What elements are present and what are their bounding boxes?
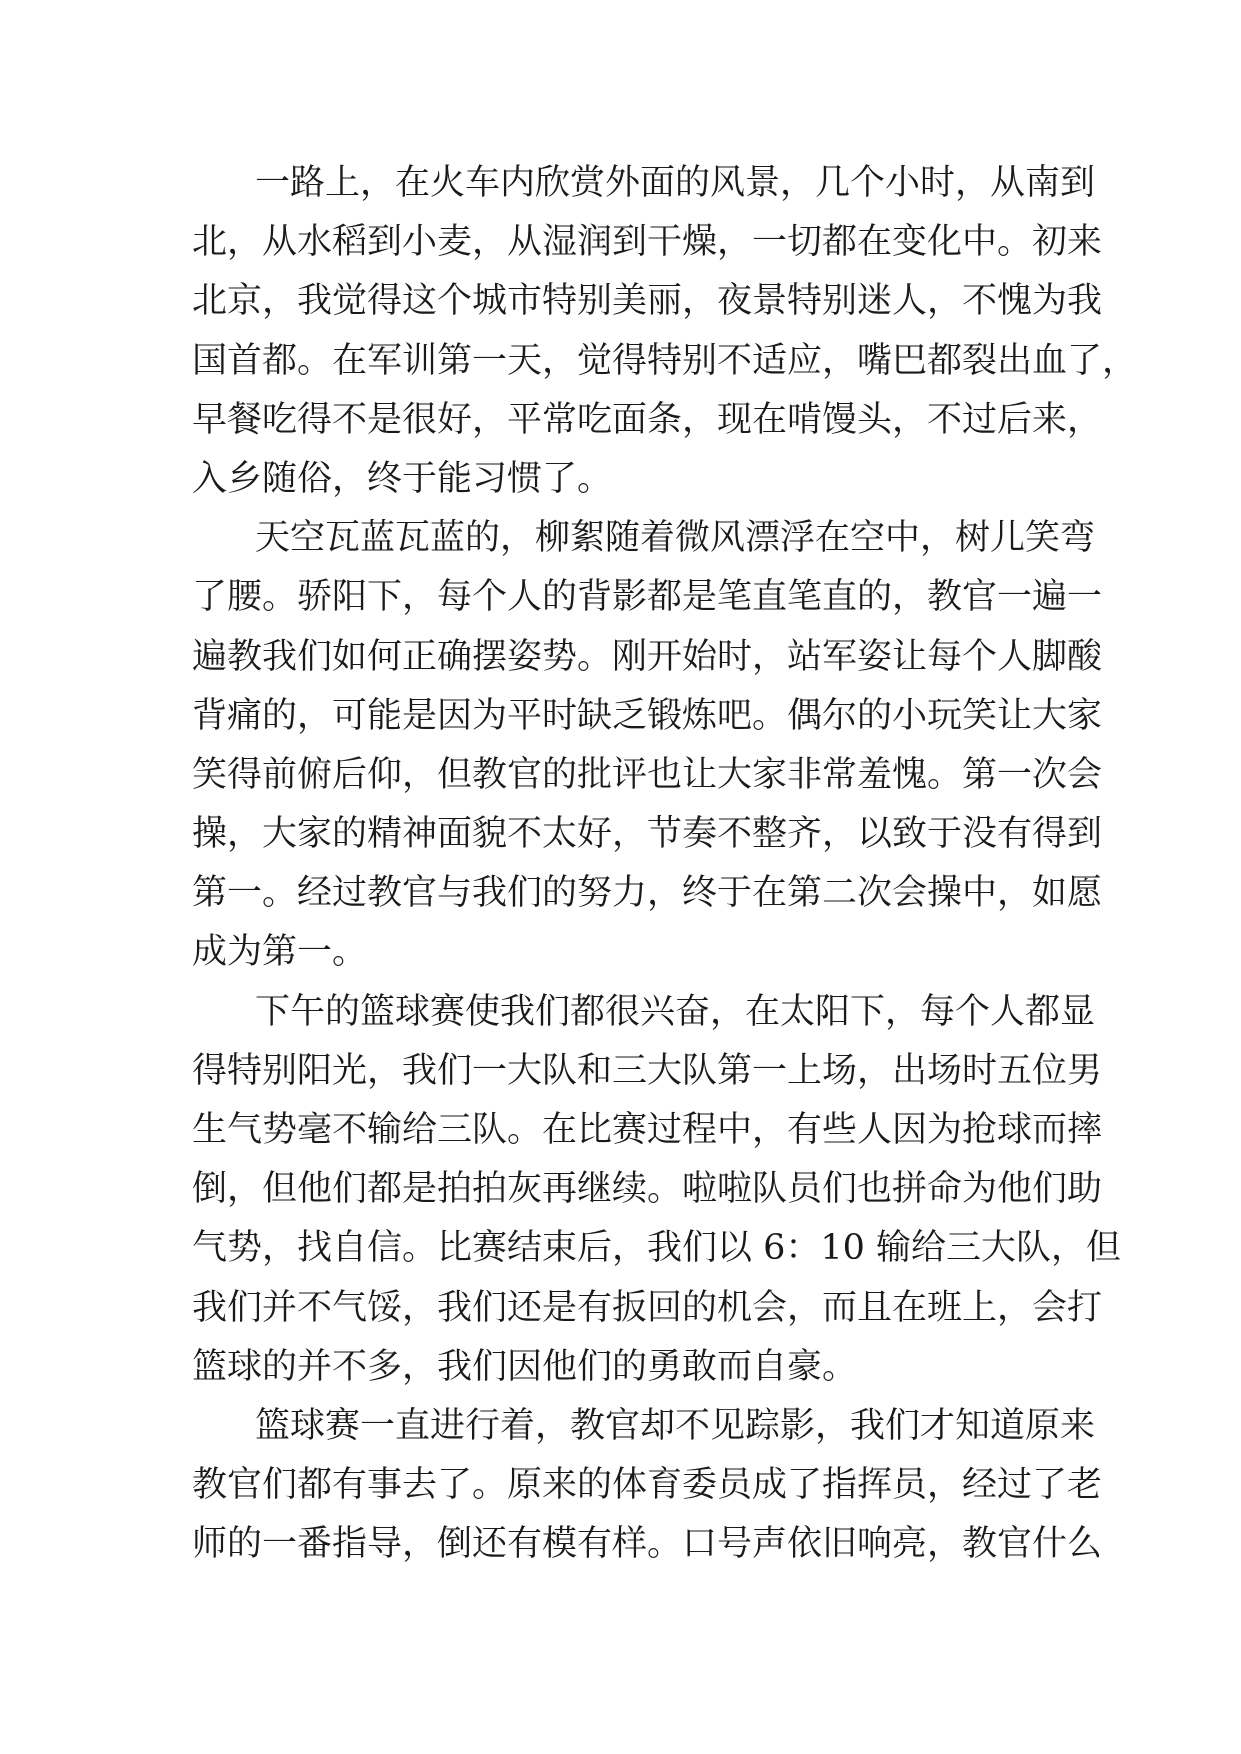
article-body — [192, 154, 1138, 1575]
paragraph-line: 北，从水稻到小麦，从湿润到干燥，一切都在变化中。初来 — [192, 222, 1103, 263]
paragraph-line: 我们并不气馁，我们还是有扳回的机会，而且在班上，会打 — [192, 1287, 1103, 1328]
paragraph-line: 入乡随俗，终于能习惯了。 — [192, 458, 613, 499]
paragraph-4 — [192, 1397, 1103, 1575]
paragraph-line: 遍教我们如何正确摆姿势。刚开始时，站军姿让每个人脚酸 — [192, 636, 1103, 677]
paragraph-1 — [192, 154, 1138, 509]
paragraph-line: 下午的篮球赛使我们都很兴奋，在太阳下，每个人都显 — [255, 991, 1096, 1032]
paragraph-line: 得特别阳光，我们一大队和三大队第一上场，出场时五位男 — [192, 1050, 1103, 1091]
paragraph-line: 操，大家的精神面貌不太好，节奏不整齐，以致于没有得到 — [192, 814, 1103, 855]
paragraph-line: 生气势毫不输给三队。在比赛过程中，有些人因为抢球而摔 — [192, 1110, 1103, 1150]
paragraph-line: 了腰。骄阳下，每个人的背影都是笔直笔直的，教官一遍一 — [192, 577, 1103, 618]
paragraph-line: 天空瓦蓝瓦蓝的，柳絮随着微风漂浮在空中，树儿笑弯 — [255, 518, 1096, 559]
paragraph-line: 倒，但他们都是拍拍灰再继续。啦啦队员们也拼命为他们助 — [192, 1169, 1103, 1210]
paragraph-line: 早餐吃得不是很好，平常吃面条，现在啃馒头，不过后来， — [192, 399, 1103, 440]
paragraph-3 — [192, 983, 1122, 1397]
paragraph-2 — [192, 509, 1103, 983]
paragraph-line: 一路上，在火车内欣赏外面的风景，几个小时，从南到 — [255, 163, 1096, 203]
paragraph-line: 国首都。在军训第一天，觉得特别不适应，嘴巴都裂出血了， — [192, 340, 1138, 381]
paragraph-line: 背痛的，可能是因为平时缺乏锻炼吧。偶尔的小玩笑让大家 — [192, 695, 1103, 736]
paragraph-line: 气势，找自信。比赛结束后，我们以 6：10 输给三大队，但 — [192, 1228, 1122, 1269]
paragraph-line: 篮球的并不多，我们因他们的勇敢而自豪。 — [192, 1346, 858, 1387]
paragraph-line: 笑得前俯后仰，但教官的批评也让大家非常羞愧。第一次会 — [192, 754, 1103, 795]
paragraph-line: 第一。经过教官与我们的努力，终于在第二次会操中，如愿 — [192, 873, 1103, 914]
paragraph-line: 成为第一。 — [192, 932, 368, 973]
paragraph-line: 教官们都有事去了。原来的体育委员成了指挥员，经过了老 — [192, 1465, 1103, 1506]
paragraph-line: 师的一番指导，倒还有模有样。口号声依旧响亮，教官什么 — [192, 1524, 1103, 1565]
paragraph-line: 北京，我觉得这个城市特别美丽，夜景特别迷人，不愧为我 — [192, 281, 1103, 322]
paragraph-line: 篮球赛一直进行着，教官却不见踪影，我们才知道原来 — [255, 1405, 1096, 1446]
